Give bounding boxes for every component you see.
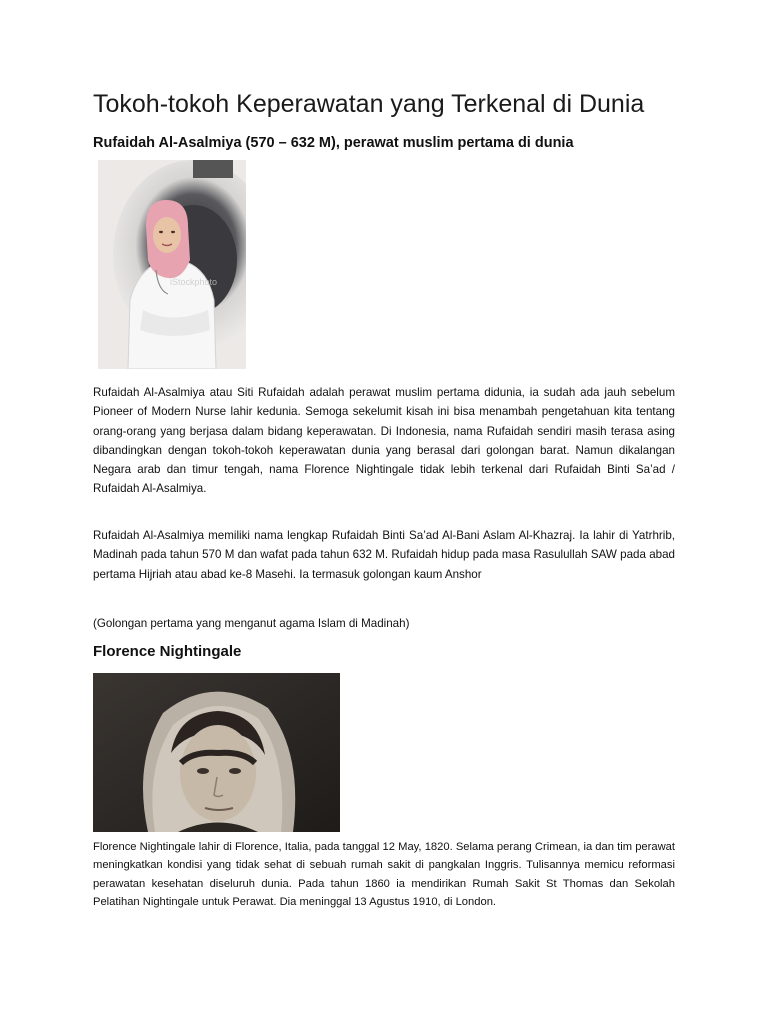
- florence-paragraph-1: Florence Nightingale lahir di Florence, Italia, pada tanggal 12 May, 1820. Selama perang Crimean, ia dan tim perawat meningkatkan kondisi yang tidak sehat di sebuah rumah sakit di pangkalan Inggris. Tulisannya memicu reformasi perawatan kesehatan diseluruh dunia. Pada tahun 1860 ia mendirikan Rumah Sakit St Thomas dan Sekolah Pelatihan Nightingale untuk Perawat. Dia meninggal 13 Agustus 1910, di London.: [93, 841, 675, 908]
- rufaidah-paragraph-2: Rufaidah Al-Asalmiya memiliki nama lengkap Rufaidah Binti Sa’ad Al-Bani Aslam Al-Khazraj. Ia lahir di Yatrhrib, Madinah pada tahun 570 M dan wafat pada tahun 632 M. Rufaidah hidup pada masa Rasulullah SAW pada abad pertama Hijriah atau abad ke-8 Masehi. Ia termasuk golongan kaum Anshor: [93, 529, 675, 581]
- rufaidah-photo: [98, 160, 246, 369]
- rufaidah-heading: Rufaidah Al-Asalmiya (570 – 632 M), perawat muslim pertama di dunia: [93, 135, 574, 151]
- document-title: Tokoh-tokoh Keperawatan yang Terkenal di Dunia: [93, 90, 645, 118]
- rufaidah-paragraph-1: Rufaidah Al-Asalmiya atau Siti Rufaidah adalah perawat muslim pertama didunia, ia sudah ada jauh sebelum Pioneer of Modern Nurse lahir kedunia. Semoga sekelumit kisah ini bisa menambah pengetahuan kita tentang orang-orang yang berjasa dalam bidang keperawatan. Di Indonesia, nama Rufaidah sendiri masih terasa asing dibandingkan dengan tokoh-tokoh keperawatan dunia yang berasal dari golongan barat. Namun dikalangan Negara arab dan timur tengah, nama Florence Nightingale tidak lebih terkenal dari Rufaidah Binti Sa’ad / Rufaidah Al-Asalmiya.: [93, 386, 675, 496]
- watermark-text: iStockphoto: [170, 277, 218, 287]
- rufaidah-paragraph-3: (Golongan pertama yang menganut agama Islam di Madinah): [93, 617, 410, 630]
- florence-photo: [93, 673, 340, 832]
- florence-heading: Florence Nightingale: [93, 643, 242, 660]
